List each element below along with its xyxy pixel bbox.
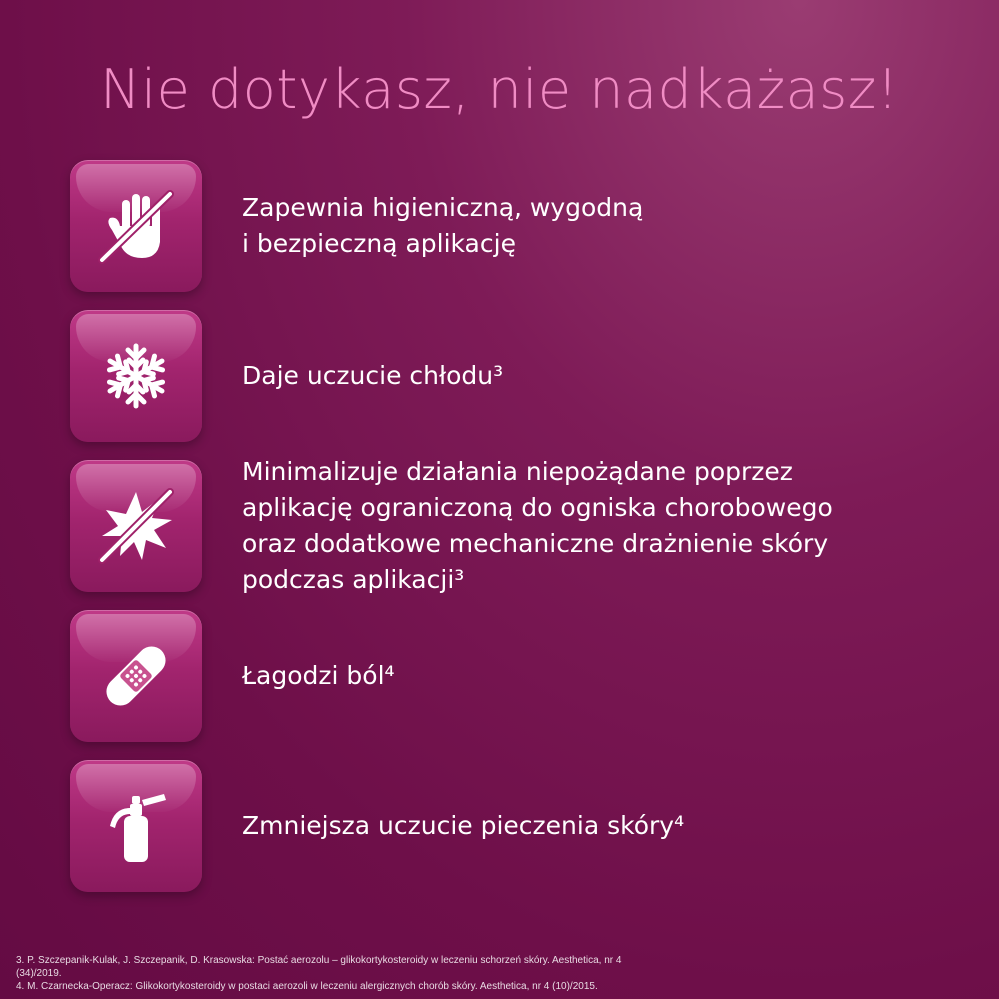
- feature-tile: [70, 760, 202, 892]
- page-title: Nie dotykasz, nie nadkażasz!: [100, 58, 899, 121]
- snowflake-icon: [96, 336, 176, 416]
- bandage-icon: [96, 636, 176, 716]
- feature-item-pain-relief: [70, 610, 950, 742]
- feature-item-cooling: [70, 310, 950, 442]
- feature-text: Zmniejsza uczucie pieczenia skóry⁴: [242, 811, 685, 840]
- feature-item-burning: [70, 760, 950, 892]
- no-hand-icon: [96, 186, 176, 266]
- feature-text: Minimalizuje działania niepożądane poprzez aplikację ograniczoną do ogniska chorobowego oraz dodatkowe mechaniczne drażnienie skóry podczas aplikacji³: [242, 457, 833, 594]
- reference-line: (34)/2019.: [16, 968, 62, 979]
- reference-line: 4. M. Czarnecka-Operacz: Glikokortykosteroidy w postaci aerozoli w leczeniu alergicznych chorób skóry. Aesthetica, nr 4 (10)/2015.: [16, 981, 598, 992]
- feature-item-side-effects: [70, 457, 950, 594]
- references: [16, 954, 976, 993]
- feature-tile: [70, 310, 202, 442]
- feature-tile: [70, 610, 202, 742]
- feature-text: Zapewnia higieniczną, wygodną i bezpieczną aplikację: [242, 193, 644, 258]
- fire-extinguisher-icon: [96, 786, 176, 866]
- no-irritation-icon: [96, 486, 176, 566]
- feature-text: Daje uczucie chłodu³: [242, 361, 504, 390]
- feature-text: Łagodzi ból⁴: [242, 661, 395, 690]
- feature-item-hygiene: [70, 160, 950, 292]
- feature-tile: [70, 160, 202, 292]
- feature-tile: [70, 460, 202, 592]
- reference-line: 3. P. Szczepanik-Kulak, J. Szczepanik, D. Krasowska: Postać aerozolu – glikokortykosteroidy w leczeniu schorzeń skóry. Aesthetica, nr 4: [16, 955, 622, 966]
